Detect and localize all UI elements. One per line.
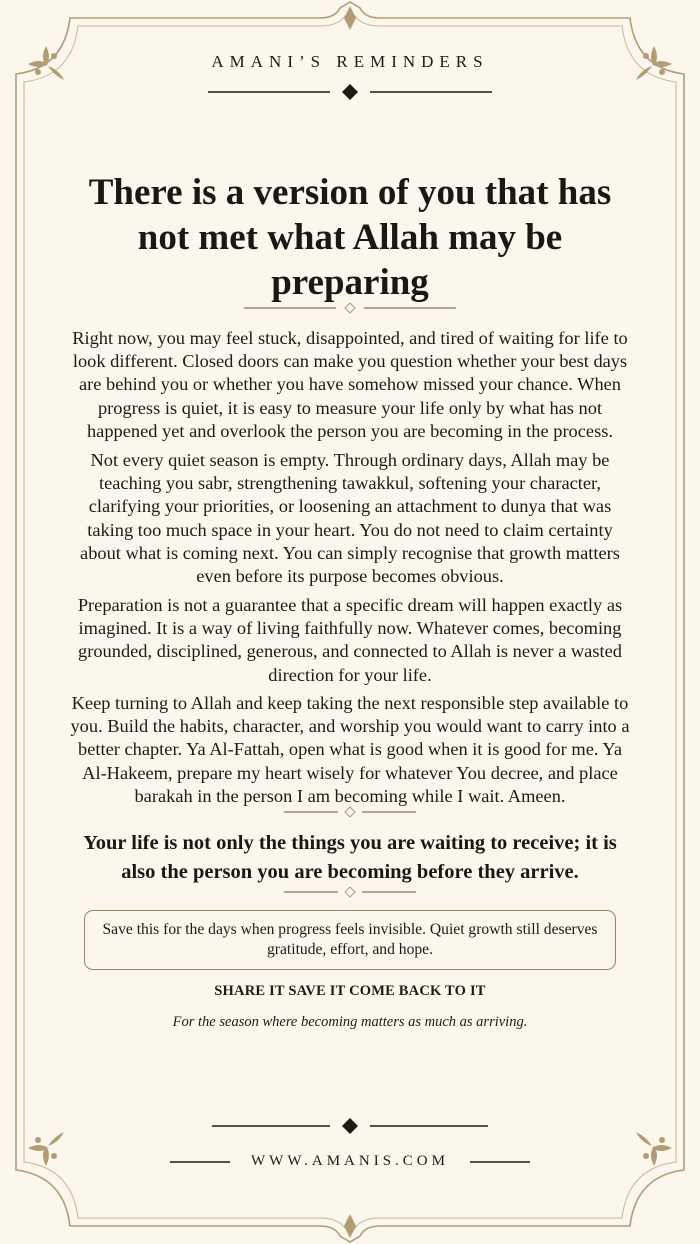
- highlight-quote: Your life is not only the things you are waiting to receive; it is also the person you are becoming before they arrive.: [83, 832, 617, 883]
- note-text: Save this for the days when progress feels invisible. Quiet growth still deserves gratitude, effort, and hope.: [102, 921, 598, 958]
- share-label: SHARE IT SAVE IT COME BACK TO IT: [214, 983, 486, 999]
- small-diamond-icon: [345, 807, 355, 817]
- bottom-crest-icon: [344, 1214, 356, 1238]
- paragraph-4: Keep turning to Allah and keep taking the next responsible step available to you. Build the habits, character, and worship you would want to carry into a better chapter. Ya Al-Fattah, open what is good when it is good for me. Ya Al-Hakeem, prepare my heart wisely for whatever You decree, and place barakah in the person I am becoming while I wait. Ameen.: [70, 693, 630, 806]
- paragraph-3: Preparation is not a guarantee that a specific dream will happen exactly as imagined. It is a way of living faithfully now. Whatever comes, becoming grounded, disciplined, generous, and connected to Allah is never a wasted direction for your life.: [77, 595, 623, 685]
- footer-divider: [200, 1116, 500, 1136]
- website-link[interactable]: WWW.AMANIS.COM: [251, 1153, 449, 1169]
- note-box: [84, 910, 616, 970]
- small-diamond-icon: [345, 303, 355, 313]
- header-divider: [200, 82, 500, 102]
- heading-divider: [240, 300, 460, 316]
- brand-title: AMANI’S REMINDERS: [211, 52, 489, 71]
- main-heading: There is a version of you that has not met what Allah may be preparing: [88, 172, 612, 303]
- small-diamond-icon: [345, 887, 355, 897]
- quote-divider-top: [280, 804, 420, 820]
- tagline: For the season where becoming matters as much as arriving.: [172, 1014, 528, 1030]
- paragraph-1: Right now, you may feel stuck, disappointed, and tired of waiting for life to look different. Closed doors can make you question whether your best days are behind you or whether you have somehow missed your chance. When progress is quiet, it is easy to measure your life only by what has not happened yet and overlook the person you are becoming in the process.: [72, 328, 628, 441]
- paragraph-2: Not every quiet season is empty. Through ordinary days, Allah may be teaching you sabr, strengthening tawakkul, softening your character, clarifying your priorities, or loosening an attachment to dunya that was taking too much space in your heart. You do not need to claim certainty about what is coming next. You can simply recognise that growth matters even before its purpose becomes obvious.: [80, 450, 620, 587]
- diamond-icon: [342, 1118, 358, 1134]
- diamond-icon: [342, 84, 358, 100]
- top-crest-icon: [344, 6, 356, 30]
- quote-divider-bottom: [280, 884, 420, 900]
